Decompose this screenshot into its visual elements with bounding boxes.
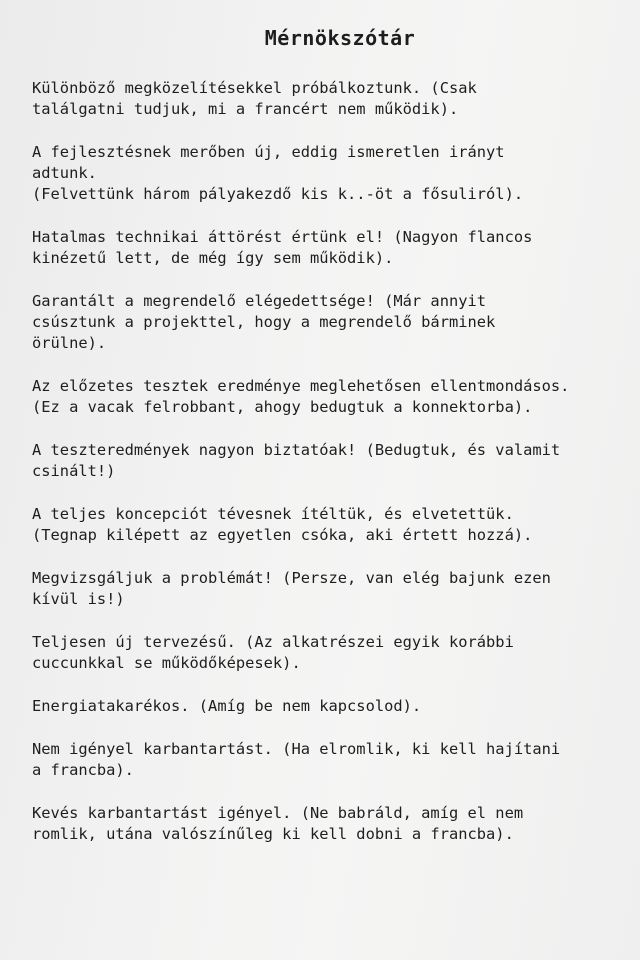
entry-6: A teszteredmények nagyon biztatóak! (Bedugtuk, és valamit csinált!) [32, 441, 561, 480]
entry-4: Garantált a megrendelő elégedettsége! (Már annyit csúsztunk a projekttel, hogy a megrendelő bárminek örülne). [32, 292, 496, 352]
entry-8: Megvizsgáljuk a problémát! (Persze, van elég bajunk ezen kívül is!) [32, 569, 551, 608]
entry-2: A fejlesztésnek merőben új, eddig ismeretlen irányt adtunk. (Felvettünk három pályakezdő kis k..-öt a fősuliról). [32, 143, 524, 203]
entry-7: A teljes koncepciót tévesnek ítéltük, és elvetettük. (Tegnap kilépett az egyetlen csóka, aki értett hozzá). [32, 505, 533, 544]
page-title: Mérnökszótár [264, 26, 416, 50]
entry-12: Kevés karbantartást igényel. (Ne babráld, amíg el nem romlik, utána valószínűleg ki kell dobni a francba). [32, 804, 524, 843]
entry-5: Az előzetes tesztek eredménye meglehetősen ellentmondásos. (Ez a vacak felrobbant, ahogy bedugtuk a konnektorba). [32, 377, 570, 416]
entry-11: Nem igényel karbantartást. (Ha elromlik, ki kell hajítani a francba). [32, 740, 561, 779]
entry-list [32, 78, 632, 867]
entry-3: Hatalmas technikai áttörést értünk el! (Nagyon flancos kinézetű lett, de még így sem működik). [32, 228, 533, 267]
entry-10: Energiatakarékos. (Amíg be nem kapcsolod). [32, 697, 422, 715]
entry-9: Teljesen új tervezésű. (Az alkatrészei egyik korábbi cuccunkkal se működőképesek). [32, 633, 514, 672]
entry-1: Különböző megközelítésekkel próbálkoztunk. (Csak találgatni tudjuk, mi a francért nem működik). [32, 79, 477, 118]
